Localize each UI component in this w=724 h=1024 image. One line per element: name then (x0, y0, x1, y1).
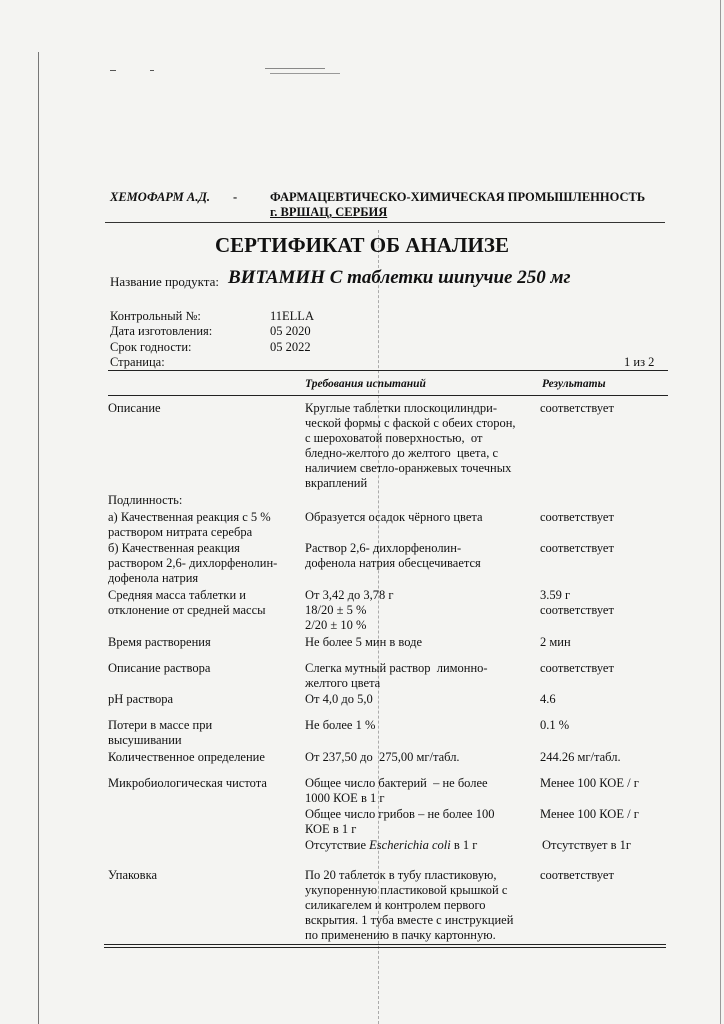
row-solution-result: соответствует (540, 661, 614, 675)
row-microbio-fungi-result: Менее 100 КОЕ / г (540, 807, 639, 821)
row-identity-b-requirement: Раствор 2,6- дихлорфенолин- дофенола натрия обесцечивается (305, 541, 481, 570)
company-industry: ФАРМАЦЕВТИЧЕСКО-ХИМИЧЕСКАЯ ПРОМЫШЛЕННОСТЬ (270, 190, 646, 204)
scan-edge-left (38, 52, 39, 1024)
row-assay-name: Количественное определение (108, 750, 265, 764)
company-location: г. ВРШАЦ, СЕРБИЯ (270, 205, 388, 219)
scan-edge-right (720, 0, 721, 1024)
row-mass-requirement: От 3,42 до 3,78 г 18/20 ± 5 % 2/20 ± 10 % (305, 588, 394, 632)
row-packaging-name: Упаковка (108, 868, 158, 882)
row-mass-result: 3.59 г соответствует (540, 588, 614, 617)
manufacture-date-value: 05 2020 (270, 324, 311, 338)
row-identity-b-result: соответствует (540, 541, 614, 555)
manufacture-date-label: Дата изготовления: (110, 324, 213, 338)
row-identity-heading: Подлинность: (108, 493, 183, 507)
row-microbio-ecoli-result: Отсутствует в 1г (542, 838, 632, 852)
row-microbio-name: Микробиологическая чистота (108, 776, 267, 790)
row-dissolution-requirement: Не более 5 мин в воде (305, 635, 423, 649)
table-bottom-rule-double (104, 947, 666, 948)
row-identity-b-name: б) Качественная реакция раствором 2,6- дихлорфенолин- дофенола натрия (108, 541, 278, 585)
row-description-result: соответствует (540, 401, 614, 415)
row-assay-result: 244.26 мг/табл. (540, 750, 621, 764)
ecoli-organism: Escherichia coli (369, 838, 451, 852)
row-mass-name: Средняя масса таблетки и отклонение от средней массы (108, 588, 266, 617)
row-loss-name: Потери в массе при высушивании (108, 718, 213, 747)
row-microbio-bacteria-requirement: Общее число бактерий – не более 1000 КОЕ в 1 г (305, 776, 488, 805)
row-description-name: Описание (108, 401, 161, 415)
row-ph-requirement: От 4,0 до 5,0 (305, 692, 373, 706)
product-name: ВИТАМИН С таблетки шипучие 250 мг (228, 267, 571, 288)
ecoli-prefix: Отсутствие (305, 838, 370, 852)
table-bottom-rule (104, 944, 666, 945)
document-title: СЕРТИФИКАТ ОБ АНАЛИЗЕ (215, 233, 509, 257)
row-packaging-requirement: По 20 таблеток в тубу пластиковую, укупоренную пластиковой крышкой с силикагелем и контролем первого вскрытия. 1 туба вместе с инструкцией по применению в пачку картонную. (305, 868, 514, 942)
company-name: ХЕМОФАРМ А.Д. (110, 190, 210, 204)
row-dissolution-result: 2 мин (540, 635, 571, 649)
row-microbio-ecoli-requirement (305, 838, 477, 853)
row-assay-requirement: От 237,50 до 275,00 мг/табл. (305, 750, 460, 764)
row-solution-requirement: Слегка мутный раствор лимонно- желтого цвета (305, 661, 488, 690)
row-identity-a-name: а) Качественная реакция с 5 % раствором нитрата серебра (108, 510, 271, 539)
row-loss-result: 0.1 % (540, 718, 570, 732)
company-separator: - (233, 190, 238, 204)
row-loss-requirement: Не более 1 % (305, 718, 376, 732)
scan-specks (110, 64, 350, 78)
row-dissolution-name: Время растворения (108, 635, 211, 649)
expiry-date-label: Срок годности: (110, 340, 192, 354)
control-number-label: Контрольный №: (110, 309, 201, 323)
row-identity-a-result: соответствует (540, 510, 614, 524)
column-header-rule (108, 395, 668, 396)
row-microbio-fungi-requirement: Общее число грибов – не более 100 КОЕ в 1 г (305, 807, 495, 836)
row-microbio-bacteria-result: Менее 100 КОЕ / г (540, 776, 639, 790)
row-ph-result: 4.6 (540, 692, 556, 706)
row-identity-a-requirement: Образуется осадок чёрного цвета (305, 510, 483, 524)
row-packaging-result: соответствует (540, 868, 614, 882)
row-ph-name: pH раствора (108, 692, 174, 706)
meta-rule (108, 370, 668, 371)
expiry-date-value: 05 2022 (270, 340, 311, 354)
control-number-value: 11ELLA (270, 309, 314, 323)
column-header-requirements: Требования испытаний (305, 378, 426, 390)
column-header-results: Результаты (542, 378, 606, 390)
page-label: Страница: (110, 355, 165, 369)
product-label: Название продукта: (110, 274, 220, 289)
ecoli-suffix: в 1 г (450, 838, 478, 852)
page-number: 1 из 2 (624, 355, 655, 369)
row-solution-name: Описание раствора (108, 661, 211, 675)
row-description-requirement: Круглые таблетки плоскоцилиндри- ческой формы с фаской с обеих сторон, с шероховатой поверхностью, от бледно-желтого до желтого цвета, с наличием светло-оранжевых точечных вкраплений (305, 401, 516, 490)
header-rule (105, 222, 665, 223)
